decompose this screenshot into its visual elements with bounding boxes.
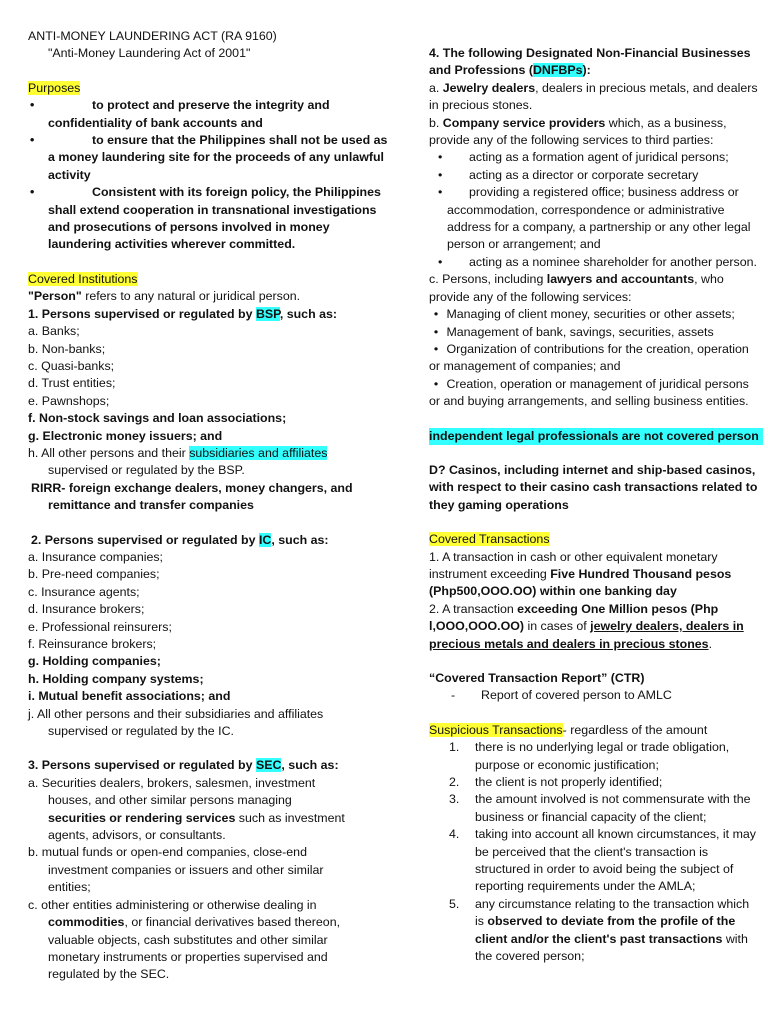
casinos-item: D? Casinos, including internet and ship-based casinos, with respect to their casino cash transactions related to they gaming operations bbox=[429, 462, 758, 512]
rirr-line: RIRR- foreign exchange dealers, money changers, and bbox=[31, 480, 353, 495]
covered-transaction-2: 2. A transaction exceeding One Million pesos (Php l,OOO,OOO.OO) in cases of jewelry dealers, dealers in precious metals and dealers in precious stones. bbox=[429, 601, 744, 651]
sec-item-c-line: commodities, or financial derivatives based thereon, bbox=[48, 915, 341, 930]
ic-item: h. Holding company systems; bbox=[28, 671, 204, 686]
ctr-heading: “Covered Transaction Report” (CTR) bbox=[429, 671, 645, 685]
ic-item: g. Holding companies; bbox=[28, 654, 161, 669]
rirr-line-cont: remittance and transfer companies bbox=[48, 498, 254, 513]
bsp-item: e. Pawnshops; bbox=[28, 393, 110, 408]
purposes-list bbox=[28, 97, 390, 254]
ic-tag: IC bbox=[258, 532, 272, 547]
suspicious-transactions-list bbox=[429, 739, 759, 896]
ic-item: c. Insurance agents; bbox=[28, 584, 140, 599]
sec-item-c-line: monetary instruments or properties supervised and bbox=[48, 949, 328, 964]
dnfbp-item-a: a. Jewelry dealers, dealers in precious metals, and dealers in precious stones. bbox=[429, 80, 758, 113]
dnfbp-heading: 4. The following Designated Non-Financial Businesses and Professions (DNFBPs): bbox=[429, 46, 751, 78]
company-services-list bbox=[429, 149, 759, 271]
bsp-tag: BSP bbox=[255, 306, 280, 321]
ic-items bbox=[28, 549, 390, 706]
ic-item: i. Mutual benefit associations; and bbox=[28, 689, 231, 704]
purpose-item: • Consistent with its foreign policy, the Philippines shall extend cooperation in transnational investigations and prosecutions of persons involved in money laundering activities wherever committed. bbox=[30, 185, 381, 252]
bsp-item: a. Banks; bbox=[28, 324, 80, 339]
professional-service-item: • Management of bank, savings, securities, assets bbox=[433, 324, 714, 339]
bsp-section: 1. Persons supervised or regulated by BSP, such as: a. Banks; b. Non-banks; c. Quasi-banks; d. Trust entities; e. Pawnshops; f. Non-stock savings and loan associations; g. Electronic money issuers; and h. All other persons and their subsidiaries and affiliates supervised or regulated by the BSP. RIRR- foreign exchange dealers, money changers, and remittance and transfer companies bbox=[28, 306, 390, 515]
sec-item-b: b. mutual funds or open-end companies, close-end bbox=[28, 845, 307, 860]
ic-item: b. Pre-need companies; bbox=[28, 567, 160, 582]
sec-item-b-line: entities; bbox=[48, 880, 91, 895]
bsp-item-h: h. All other persons and their subsidiaries and affiliates bbox=[28, 445, 328, 460]
bsp-item: b. Non-banks; bbox=[28, 341, 106, 356]
dnfbp-item-b: b. Company service providers which, as a business, provide any of the following services to third parties: bbox=[429, 115, 727, 148]
ic-item: d. Insurance brokers; bbox=[28, 602, 145, 617]
covered-transactions-heading: Covered Transactions bbox=[429, 532, 550, 547]
ic-item: f. Reinsurance brokers; bbox=[28, 637, 157, 651]
sec-item-a-line: securities or rendering services such as investment bbox=[48, 810, 345, 825]
sec-tag: SEC bbox=[255, 758, 282, 773]
purpose-item: • to protect and preserve the integrity and confidentiality of bank accounts and bbox=[30, 98, 330, 130]
suspicious-item: 3. the amount involved is not commensurate with the business or financial capacity of the client; bbox=[449, 792, 751, 824]
bsp-item: g. Electronic money issuers; and bbox=[28, 428, 223, 443]
ic-item: e. Professional reinsurers; bbox=[28, 619, 172, 634]
ic-item-j: j. All other persons and their subsidiaries and affiliates bbox=[28, 706, 324, 721]
suspicious-item: 2. the client is not properly identified; bbox=[449, 775, 663, 790]
company-service-item: • acting as a formation agent of juridical persons; bbox=[438, 150, 729, 165]
company-service-item: • providing a registered office; business address or accommodation, correspondence or administrative address for a company, a partnership or any other legal person or arrangement; and bbox=[438, 185, 751, 252]
sec-item-c-line: regulated by the SEC. bbox=[48, 967, 170, 982]
purposes-heading: Purposes bbox=[28, 80, 81, 95]
sec-section: 3. Persons supervised or regulated by SEC, such as: a. Securities dealers, brokers, salesmen, investment houses, and other similar persons managing securities or rendering services such as investment agents, advisors, or consultants. b. mutual funds or open-end companies, close-end investment companies or issuers and other similar entities; c. other entities administering or otherwise dealing in commodities, or financial derivatives based thereon, valuable objects, cash substitutes and other similar monetary instruments or properties supervised and regulated by the SEC. bbox=[28, 757, 390, 983]
suspicious-item: 1. there is no underlying legal or trade obligation, purpose or economic justification; bbox=[449, 740, 730, 772]
covered-transaction-1: 1. A transaction in cash or other equivalent monetary instrument exceeding Five Hundred Thousand pesos (Php500,OOO.OO) within one banking day bbox=[429, 549, 732, 599]
professional-service-item: • Managing of client money, securities or other assets; bbox=[433, 307, 735, 322]
ic-item-j-cont: supervised or regulated by the IC. bbox=[48, 724, 234, 739]
person-definition: "Person" refers to any natural or juridical person. bbox=[28, 289, 301, 304]
bsp-item-h-cont: supervised or regulated by the BSP. bbox=[48, 463, 245, 478]
suspicious-item: 5. any circumstance relating to the transaction which is observed to deviate from the profile of the client and/or the client's past transactions with the covered person; bbox=[449, 896, 750, 964]
professional-service-item: • Organization of contributions for the creation, operation or management of companies; and bbox=[429, 341, 749, 374]
dnfbp-item-c: c. Persons, including lawyers and accountants, who provide any of the following services: bbox=[429, 272, 724, 304]
dnfbp-tag: DNFBPs bbox=[532, 63, 583, 78]
bsp-items bbox=[28, 323, 390, 445]
professional-service-item: • Creation, operation or management of juridical persons or and buying arrangements, and selling business entities. bbox=[429, 376, 749, 409]
sec-item-a-line: agents, advisors, or consultants. bbox=[48, 828, 226, 843]
company-service-item: • acting as a nominee shareholder for another person. bbox=[438, 254, 757, 269]
sec-item-b-line: investment companies or issuers and other similar bbox=[48, 862, 324, 877]
ic-item: a. Insurance companies; bbox=[28, 549, 163, 564]
professional-services-list bbox=[429, 306, 759, 410]
purpose-item: • to ensure that the Philippines shall not be used as a money laundering site for the proceeds of any unlawful activity bbox=[30, 133, 388, 182]
independent-professionals-note: independent legal professionals are not covered person bbox=[429, 428, 763, 445]
document-subtitle: "Anti-Money Laundering Act of 2001" bbox=[48, 46, 251, 61]
sec-item-c-line: valuable objects, cash substitutes and other similar bbox=[48, 932, 328, 947]
bsp-item: c. Quasi-banks; bbox=[28, 358, 115, 373]
suspicious-transactions-heading: Suspicious Transactions- regardless of the amount bbox=[429, 722, 708, 737]
document-title: ANTI-MONEY LAUNDERING ACT (RA 9160) bbox=[28, 29, 277, 43]
ic-section: 2. Persons supervised or regulated by IC, such as: a. Insurance companies; b. Pre-need companies; c. Insurance agents; d. Insurance brokers; e. Professional reinsurers; f. Reinsurance brokers; g. Holding companies; h. Holding company systems; i. Mutual benefit associations; and j. All other persons and their subsidiaries and affiliates supervised or regulated by the IC. bbox=[28, 532, 390, 741]
company-service-item: • acting as a director or corporate secretary bbox=[438, 167, 699, 182]
left-column bbox=[28, 28, 390, 984]
bsp-item: d. Trust entities; bbox=[28, 376, 116, 391]
covered-institutions-heading: Covered Institutions bbox=[28, 271, 138, 286]
ctr-item: - Report of covered person to AMLC bbox=[451, 688, 672, 703]
suspicious-item: 4. taking into account all known circumstances, it may be perceived that the client's transaction is structured in order to avoid being the subject of reporting requirements under the AMLA; bbox=[449, 827, 756, 894]
sec-item-a-line: houses, and other similar persons managing bbox=[48, 793, 292, 808]
right-column bbox=[429, 45, 759, 966]
sec-item-c: c. other entities administering or otherwise dealing in bbox=[28, 897, 317, 912]
bsp-item: f. Non-stock savings and loan associations; bbox=[28, 411, 287, 426]
sec-item-a: a. Securities dealers, brokers, salesmen, investment bbox=[28, 775, 316, 790]
